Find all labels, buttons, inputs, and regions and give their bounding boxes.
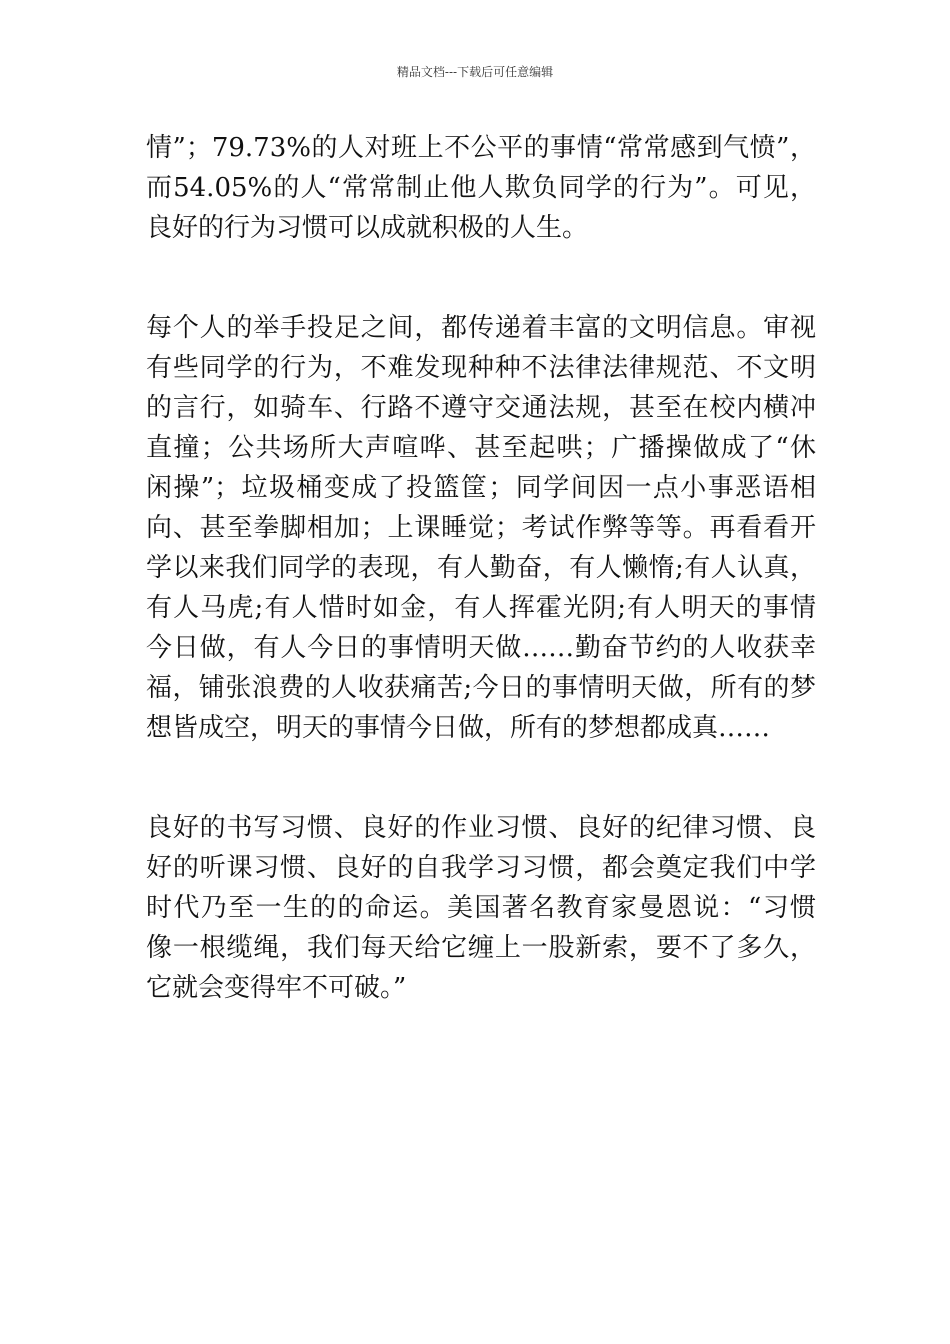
text-line: 它就会变得牢不可破。”	[146, 973, 407, 1003]
text-line: 时代乃至一生的的命运。美国著名教育家曼恩说：“习惯	[146, 893, 816, 923]
text-line: 每个人的举手投足之间，都传递着丰富的文明信息。审视	[146, 313, 816, 343]
text-line: 直撞；公共场所大声喧哗、甚至起哄；广播操做成了“休	[146, 433, 816, 463]
text-line: 闲操”；垃圾桶变成了投篮筐；同学间因一点小事恶语相	[146, 473, 816, 503]
paragraph-2	[146, 308, 816, 748]
text-line: 好的听课习惯、良好的自我学习习惯，都会奠定我们中学	[146, 853, 816, 883]
text-line: 像一根缆绳，我们每天给它缠上一股新索，要不了多久，	[146, 933, 816, 963]
text-line: 情”；79.73%的人对班上不公平的事情“常常感到气愤”，	[146, 133, 816, 163]
paragraph-1	[146, 128, 816, 248]
text-line: 今日做，有人今日的事情明天做……勤奋节约的人收获幸	[146, 633, 816, 663]
text-line: 有些同学的行为，不难发现种种不法律法律规范、不文明	[146, 353, 816, 383]
document-body	[146, 128, 816, 1008]
paragraph-gap	[146, 748, 816, 808]
text-line: 学以来我们同学的表现，有人勤奋，有人懒惰;有人认真，	[146, 553, 816, 583]
text-line: 向、甚至拳脚相加；上课睡觉；考试作弊等等。再看看开	[146, 513, 816, 543]
text-line: 想皆成空，明天的事情今日做，所有的梦想都成真……	[146, 713, 771, 743]
text-line: 良好的书写习惯、良好的作业习惯、良好的纪律习惯、良	[146, 813, 816, 843]
text-line: 的言行，如骑车、行路不遵守交通法规，甚至在校内横冲	[146, 393, 816, 423]
text-line: 有人马虎;有人惜时如金，有人挥霍光阴;有人明天的事情	[146, 593, 816, 623]
paragraph-3	[146, 808, 816, 1008]
text-line: 福，铺张浪费的人收获痛苦;今日的事情明天做，所有的梦	[146, 673, 816, 703]
text-line: 良好的行为习惯可以成就积极的人生。	[146, 213, 589, 243]
paragraph-gap	[146, 248, 816, 308]
text-line: 而54.05%的人“常常制止他人欺负同学的行为”。可见，	[146, 173, 816, 203]
page-header: 精品文档---下载后可任意编辑	[396, 65, 554, 79]
